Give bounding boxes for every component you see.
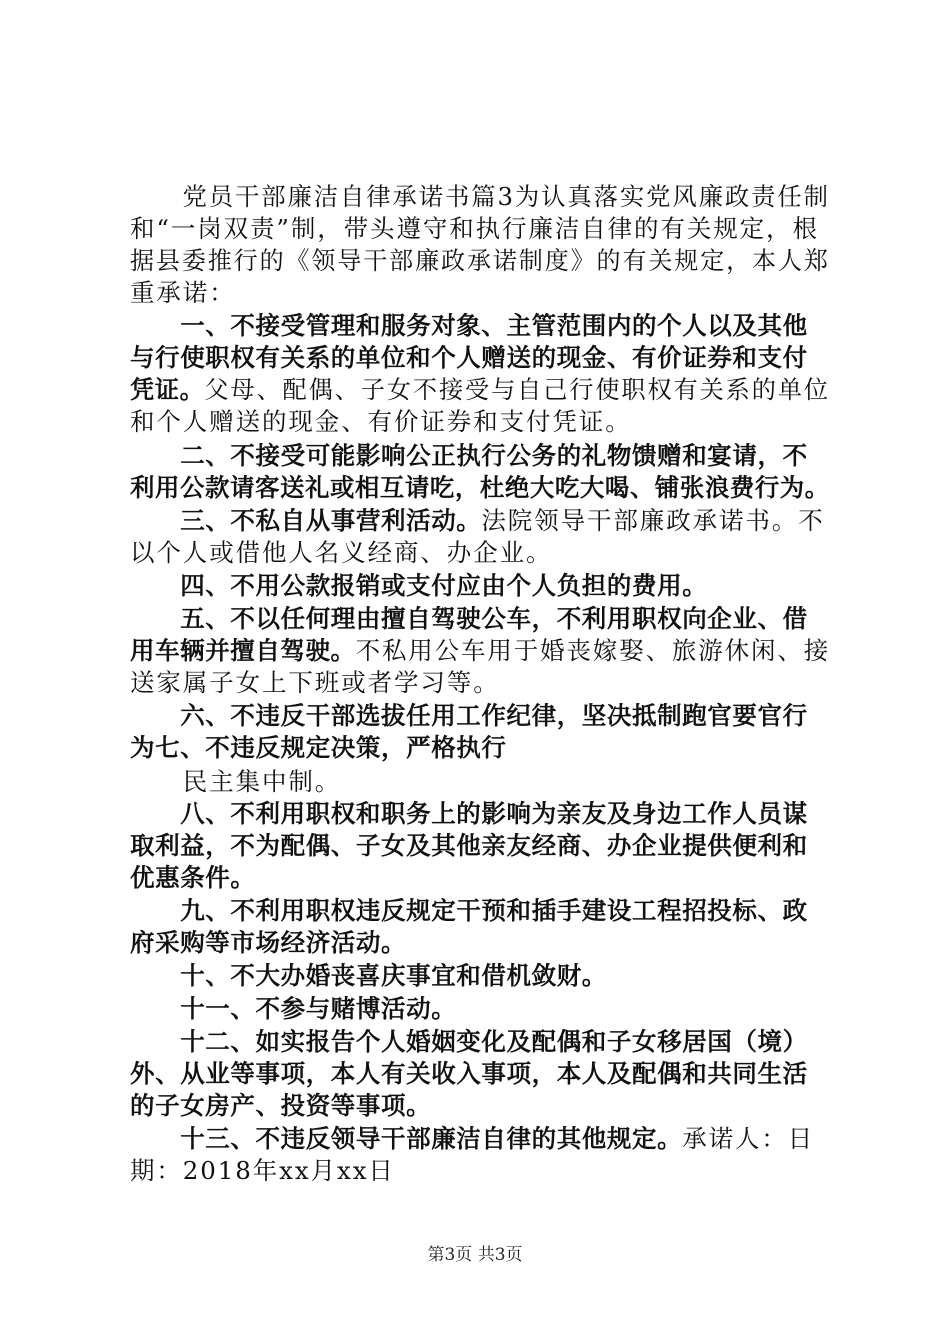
text-line: 八、不利用职权和职务上的影响为亲友及身边工作人员谋 bbox=[130, 799, 808, 828]
text-line: 十一、不参与赌博活动。 bbox=[130, 994, 457, 1023]
text-line: 取利益，不为配偶、子女及其他亲友经商、办企业提供便利和 bbox=[130, 831, 808, 860]
text-line bbox=[130, 636, 829, 666]
text-line: 为七、不违反规定决策，严格执行 bbox=[130, 733, 507, 762]
text-line: 据县委推行的《领导干部廉政承诺制度》的有关规定，本人郑 bbox=[130, 246, 830, 275]
text-line: 四、不用公款报销或支付应由个人负担的费用。 bbox=[130, 571, 708, 600]
text-line: 期：2018年xx月xx日 bbox=[130, 1156, 395, 1185]
page-footer: 第3页 共3页 bbox=[427, 1245, 523, 1265]
text-line: 重承诺： bbox=[130, 278, 236, 307]
text-line: 党员干部廉洁自律承诺书篇3为认真落实党风廉政责任制 bbox=[130, 182, 830, 211]
text-line-regular: 承诺人：日 bbox=[682, 1124, 815, 1153]
text-line: 九、不利用职权违反规定干预和插手建设工程招投标、政 bbox=[130, 896, 808, 925]
text-line-emphasis: 十三、不违反领导干部廉洁自律的其他规定。 bbox=[130, 1124, 683, 1153]
text-line: 十、不大办婚丧喜庆事宜和借机敛财。 bbox=[130, 961, 607, 990]
text-line-regular: 父母、配偶、子女不接受与自己行使职权有关系的单位 bbox=[204, 375, 830, 404]
text-line-regular: 不私用公车用于婚丧嫁娶、旅游休闲、接 bbox=[355, 636, 831, 665]
text-line bbox=[130, 506, 830, 536]
text-line: 与行使职权有关系的单位和个人赠送的现金、有价证券和支付 bbox=[130, 343, 808, 372]
text-line-regular: 法院领导干部廉政承诺书。不 bbox=[481, 506, 825, 535]
text-line bbox=[130, 375, 830, 405]
text-line: 和“一岗双责”制，带头遵守和执行廉洁自律的有关规定，根 bbox=[130, 214, 819, 243]
text-line: 利用公款请客送礼或相互请吃，杜绝大吃大喝、铺张浪费行为。 bbox=[130, 473, 830, 502]
text-line: 送家属子女上下班或者学习等。 bbox=[130, 668, 500, 697]
text-line bbox=[130, 1124, 830, 1154]
text-line: 民主集中制。 bbox=[130, 767, 342, 796]
text-line: 五、不以任何理由擅自驾驶公车，不利用职权向企业、借 bbox=[130, 604, 808, 633]
text-line: 一、不接受管理和服务对象、主管范围内的个人以及其他 bbox=[130, 311, 808, 340]
text-line: 外、从业等事项，本人有关收入事项，本人及配偶和共同生活 bbox=[130, 1059, 808, 1088]
text-line: 以个人或借他人名义经商、办企业。 bbox=[130, 538, 553, 567]
text-line: 的子女房产、投资等事项。 bbox=[130, 1091, 432, 1120]
text-line: 六、不违反干部选拔任用工作纪律，坚决抵制跑官要官行 bbox=[130, 701, 808, 730]
text-line-emphasis: 三、不私自从事营利活动。 bbox=[130, 506, 482, 535]
text-line-emphasis: 用车辆并擅自驾驶。 bbox=[130, 636, 356, 665]
text-line: 和个人赠送的现金、有价证券和支付凭证。 bbox=[130, 407, 632, 436]
text-line: 府采购等市场经济活动。 bbox=[130, 928, 407, 957]
text-line: 十二、如实报告个人婚姻变化及配偶和子女移居国（境） bbox=[130, 1027, 808, 1056]
text-line: 二、不接受可能影响公正执行公务的礼物馈赠和宴请，不 bbox=[130, 441, 808, 470]
text-line: 优惠条件。 bbox=[130, 863, 256, 892]
text-line-emphasis: 凭证。 bbox=[130, 375, 205, 404]
